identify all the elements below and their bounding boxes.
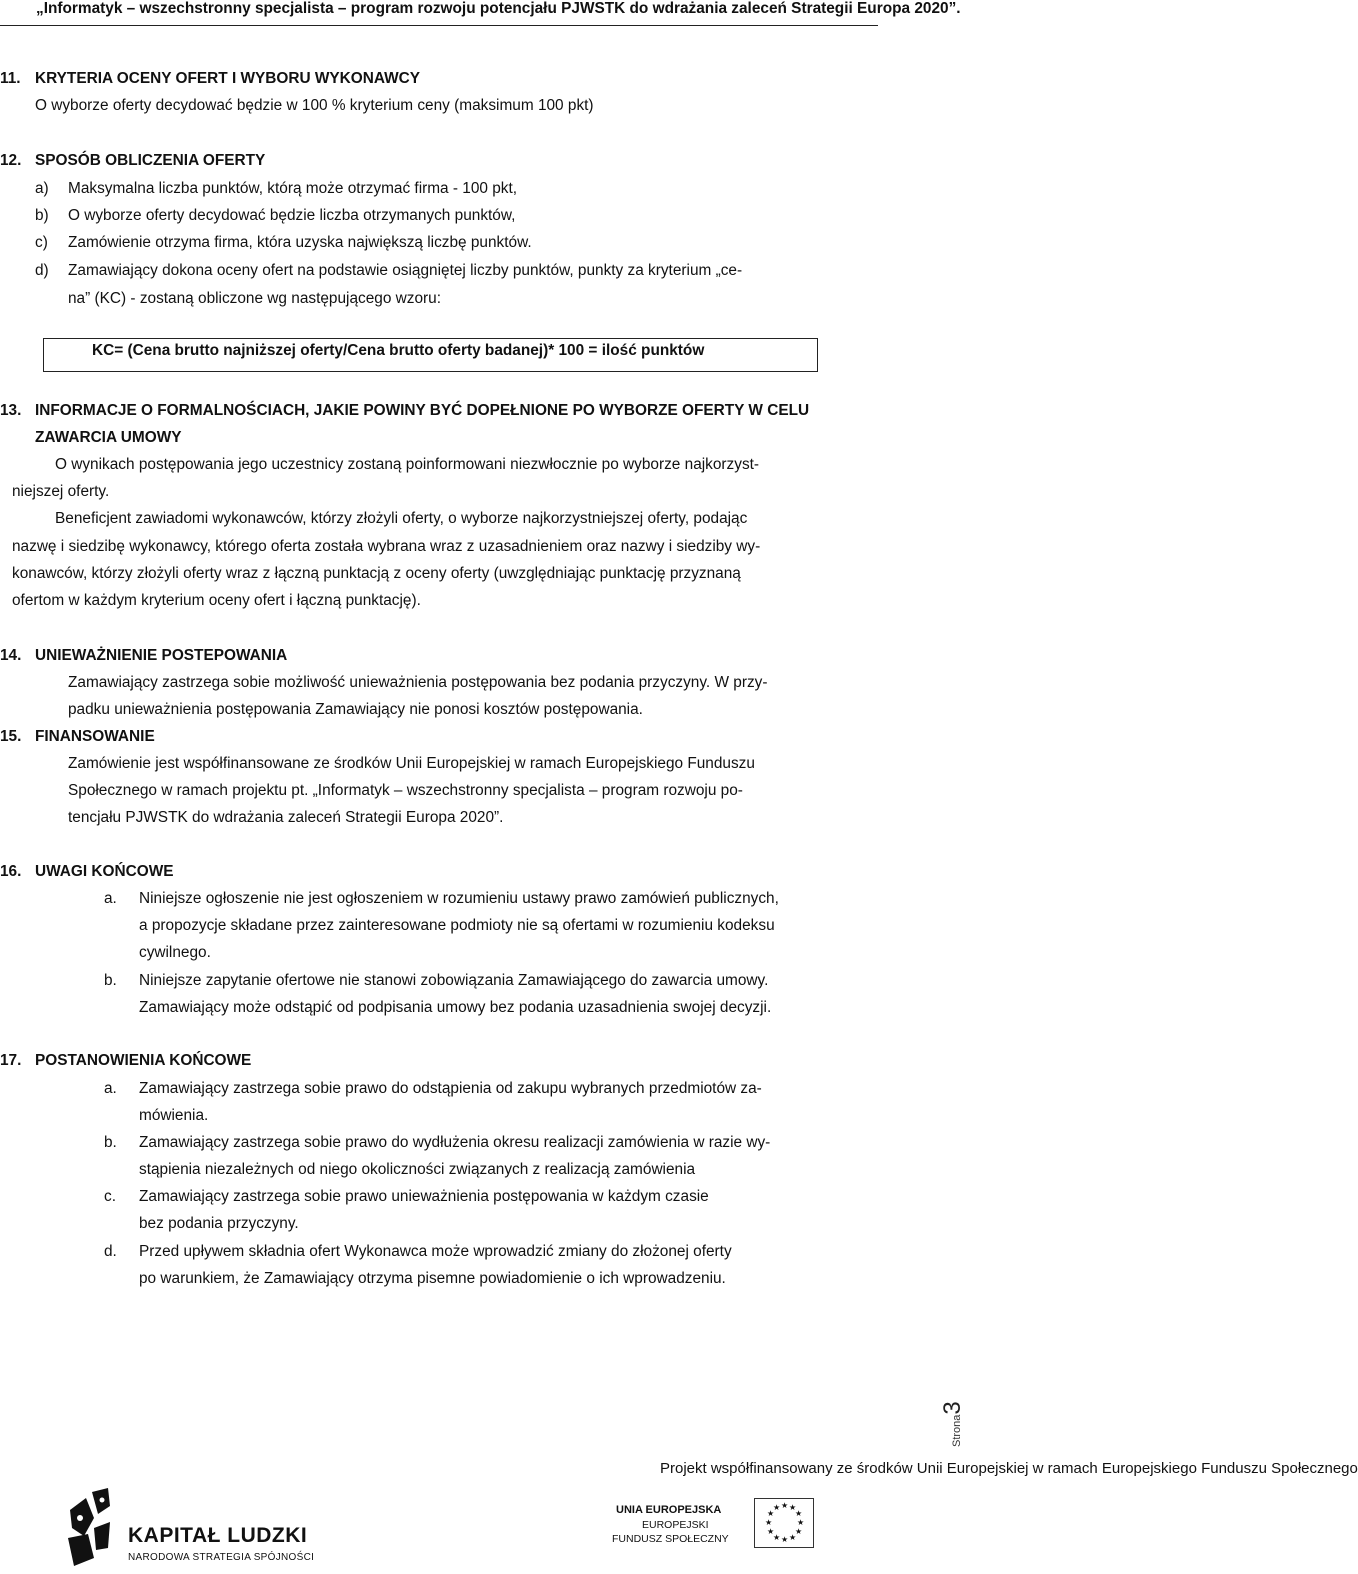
paragraph-line: Niniejsze ogłoszenie nie jest ogłoszeniem w rozumieniu ustawy prawo zamówień publicznych, (139, 890, 779, 907)
list-marker: a. (104, 1080, 117, 1097)
section-number: 17. (0, 1052, 22, 1069)
section-number: 13. (0, 402, 22, 419)
paragraph-line: Przed upływem składnia ofert Wykonawca może wprowadzić zmiany do złożonej oferty (139, 1243, 732, 1260)
section-title: UWAGI KOŃCOWE (35, 863, 174, 880)
list-marker: b. (104, 972, 117, 989)
section-13-heading (0, 402, 809, 420)
svg-text:★: ★ (773, 1503, 781, 1512)
list-marker: b. (104, 1134, 117, 1151)
section-15-heading (0, 728, 155, 746)
page-label: Strona (951, 1414, 963, 1447)
section-title: POSTANOWIENIA KOŃCOWE (35, 1052, 252, 1069)
svg-text:★: ★ (795, 1527, 803, 1536)
list-marker: d. (104, 1243, 117, 1260)
list-item-b: b) O wyborze oferty decydować będzie liczba otrzymanych punktów, (35, 207, 516, 224)
section-12-heading (0, 152, 265, 170)
section-title: SPOSÓB OBLICZENIA OFERTY (35, 152, 266, 169)
paragraph-line: niejszej oferty. (12, 483, 110, 500)
svg-text:★: ★ (765, 1518, 773, 1527)
paragraph-line: mówienia. (139, 1107, 209, 1124)
section-title: UNIEWAŻNIENIE POSTEPOWANIA (35, 647, 288, 664)
paragraph-line: padku unieważnienia postępowania Zamawiający nie ponosi kosztów postępowania. (68, 701, 643, 718)
logo-line: EUROPEJSKI (642, 1519, 709, 1531)
svg-text:★: ★ (795, 1509, 803, 1518)
paragraph-line: Zamawiający może odstąpić od podpisania umowy bez podania uzasadnienia swojej decyzji. (139, 999, 772, 1016)
logo-line: UNIA EUROPEJSKA (616, 1504, 722, 1516)
logo-title: KAPITAŁ LUDZKI (128, 1524, 308, 1547)
svg-text:★: ★ (781, 1535, 789, 1544)
list-item-d-continued: na” (KC) - zostaną obliczone wg następującego wzoru: (68, 290, 441, 307)
section-title: KRYTERIA OCENY OFERT I WYBORU WYKONAWCY (35, 70, 421, 87)
section-number: 12. (0, 152, 22, 169)
page-number (938, 1384, 966, 1447)
paragraph-line: po warunkiem, że Zamawiający otrzyma pisemne powiadomienie o ich wprowadzeniu. (139, 1270, 726, 1287)
paragraph-line: tencjału PJWSTK do wdrażania zaleceń Strategii Europa 2020”. (68, 809, 504, 826)
paragraph-line: ofertom w każdym kryterium oceny ofert i łączną punktację). (12, 592, 421, 609)
svg-text:★: ★ (767, 1509, 775, 1518)
paragraph-line: konawców, którzy złożyli oferty wraz z łączną punktacją z oceny oferty (uwzględniając punktację przyznaną (12, 565, 741, 582)
list-item-a: a) Maksymalna liczba punktów, którą może otrzymać firma - 100 pkt, (35, 180, 518, 197)
logo-subtitle: NARODOWA STRATEGIA SPÓJNOŚCI (128, 1552, 315, 1563)
footer-text: Projekt współfinansowany ze środków Unii Europejskiej w ramach Europejskiego Funduszu Społecznego (660, 1460, 1358, 1477)
paragraph-line: Zamawiający zastrzega sobie prawo do odstąpienia od zakupu wybranych przedmiotów za- (139, 1080, 762, 1097)
page-number-value: 3 (939, 1401, 966, 1415)
svg-text:★: ★ (773, 1533, 781, 1542)
kapital-ludzki-logo (64, 1488, 344, 1568)
svg-text:★: ★ (789, 1533, 797, 1542)
svg-text:★: ★ (789, 1503, 797, 1512)
paragraph-line: cywilnego. (139, 944, 211, 961)
paragraph-line: Zamawiający zastrzega sobie prawo do wydłużenia okresu realizacji zamówienia w razie wy- (139, 1134, 771, 1151)
scoring-formula: KC= (Cena brutto najniższej oferty/Cena brutto oferty badanej)* 100 = ilość punktów (92, 342, 705, 359)
section-title: INFORMACJE O FORMALNOŚCIACH, JAKIE POWINY BYĆ DOPEŁNIONE PO WYBORZE OFERTY W CELU (35, 402, 810, 419)
logo-line: FUNDUSZ SPOŁECZNY (612, 1533, 729, 1545)
section-number: 14. (0, 647, 22, 664)
section-number: 15. (0, 728, 22, 745)
section-13-heading-continued: ZAWARCIA UMOWY (35, 429, 182, 446)
paragraph-line: Społecznego w ramach projektu pt. „Informatyk – wszechstronny specjalista – program rozwoju po- (68, 782, 743, 799)
svg-text:★: ★ (767, 1527, 775, 1536)
section-14-heading (0, 647, 287, 665)
paragraph-line: bez podania przyczyny. (139, 1215, 299, 1232)
section-11-text: O wyborze oferty decydować będzie w 100 % kryterium ceny (maksimum 100 pkt) (35, 97, 594, 114)
paragraph-line: Zamówienie jest współfinansowane ze środków Unii Europejskiej w ramach Europejskiego Funduszu (68, 755, 755, 772)
paragraph-line: stąpienia niezależnych od niego okoliczności związanych z realizacją zamówienia (139, 1161, 696, 1178)
section-11-heading (0, 70, 420, 88)
paragraph-line: Niniejsze zapytanie ofertowe nie stanowi zobowiązania Zamawiającego do zawarcia umowy. (139, 972, 769, 989)
eu-flag-stars-icon (754, 1498, 814, 1548)
section-number: 16. (0, 863, 22, 880)
eu-esf-logo (612, 1500, 816, 1570)
paragraph-line: Zamawiający zastrzega sobie możliwość unieważnienia postępowania bez podania przyczyny. W przy- (68, 674, 768, 691)
list-marker: c. (104, 1188, 116, 1205)
list-item-c: c) Zamówienie otrzyma firma, która uzyska największą liczbę punktów. (35, 234, 532, 251)
section-17-heading (0, 1052, 251, 1070)
section-title: FINANSOWANIE (35, 728, 155, 745)
list-item-d: d) Zamawiający dokona oceny ofert na podstawie osiągniętej liczby punktów, punkty za kryterium „ce- (35, 262, 743, 279)
kapital-ludzki-figures-icon (64, 1488, 112, 1568)
paragraph-line: a propozycje składane przez zainteresowane podmioty nie są ofertami w rozumieniu kodeksu (139, 917, 775, 934)
svg-text:★: ★ (797, 1518, 805, 1527)
svg-text:★: ★ (781, 1501, 789, 1510)
document-header: „Informatyk – wszechstronny specjalista – program rozwoju potencjału PJWSTK do wdrażania zaleceń Strategii Europa 2020”. (36, 0, 961, 17)
paragraph-line: nazwę i siedzibę wykonawcy, którego oferta została wybrana wraz z uzasadnieniem oraz nazwy i siedziby wy- (12, 538, 761, 555)
paragraph-line: Zamawiający zastrzega sobie prawo unieważnienia postępowania w każdym czasie (139, 1188, 709, 1205)
list-marker: a. (104, 890, 117, 907)
section-number: 11. (0, 70, 21, 87)
section-16-heading (0, 863, 174, 881)
header-rule (0, 25, 878, 26)
paragraph-line: Beneficjent zawiadomi wykonawców, którzy złożyli oferty, o wyborze najkorzystniejszej oferty, podając (55, 510, 748, 527)
paragraph-line: O wynikach postępowania jego uczestnicy zostaną poinformowani niezwłocznie po wyborze najkorzyst- (55, 456, 760, 473)
